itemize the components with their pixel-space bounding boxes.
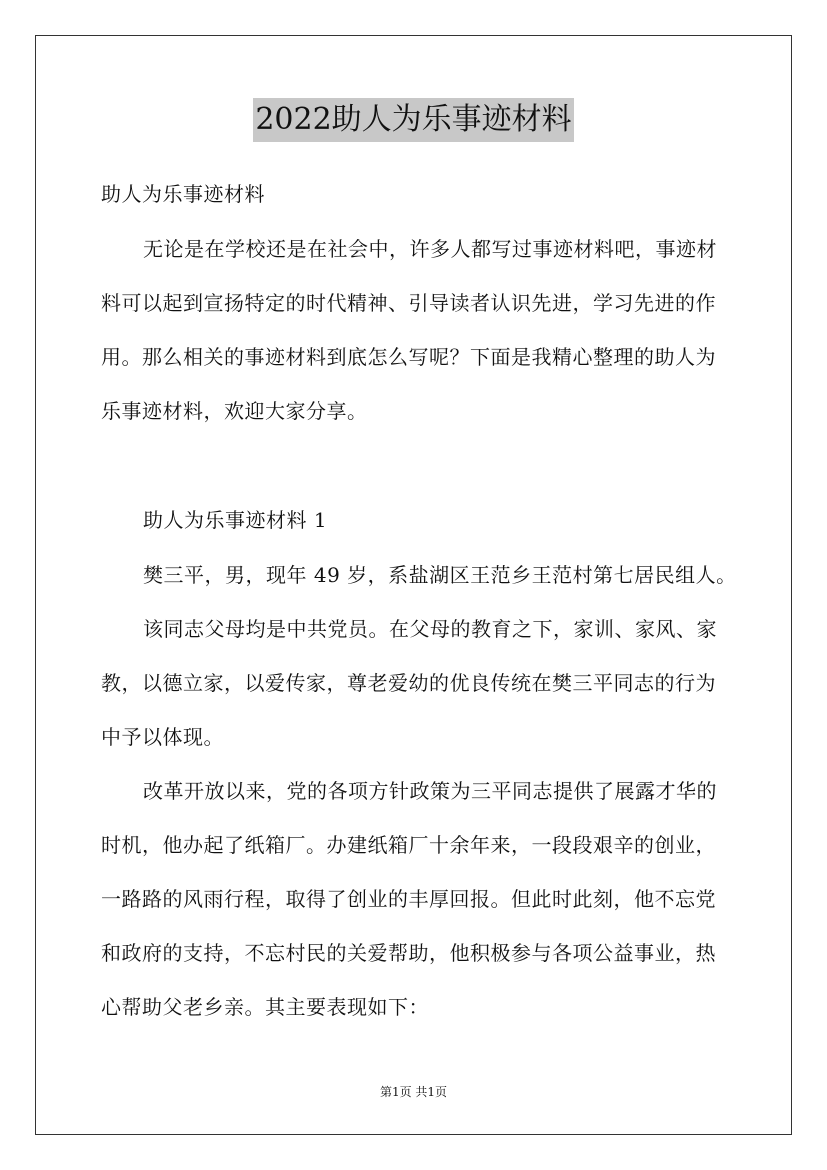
page-footer: 第1页 共1页 [379,1085,448,1099]
paragraph-line: 该同志父母均是中共党员。在父母的教育之下，家训、家风、家 [143,617,717,641]
paragraph-line: 樊三平，男，现年 49 岁，系盐湖区王范乡王范村第七居民组人。 [143,563,737,587]
section-heading: 助人为乐事迹材料 1 [143,508,328,532]
document-subtitle: 助人为乐事迹材料 [101,182,265,206]
paragraph-line: 中予以体现。 [101,725,224,749]
intro-line: 无论是在学校还是在社会中，许多人都写过事迹材料吧，事迹材 [143,237,717,261]
paragraph-line: 一路路的风雨行程，取得了创业的丰厚回报。但此时此刻，他不忘党 [101,887,716,911]
intro-line: 乐事迹材料，欢迎大家分享。 [101,399,368,423]
paragraph-line: 教，以德立家，以爱传家，尊老爱幼的优良传统在樊三平同志的行为 [101,671,716,695]
intro-line: 用。那么相关的事迹材料到底怎么写呢？下面是我精心整理的助人为 [101,345,716,369]
intro-line: 料可以起到宣扬特定的时代精神、引导读者认识先进，学习先进的作 [101,291,716,315]
document-title: 2022助人为乐事迹材料 [253,98,573,142]
paragraph-line: 心帮助父老乡亲。其主要表现如下： [101,995,429,1019]
paragraph-line: 和政府的支持，不忘村民的关爱帮助，他积极参与各项公益事业，热 [101,941,716,965]
paragraph-line: 时机，他办起了纸箱厂。办建纸箱厂十余年来，一段段艰辛的创业， [101,833,716,857]
paragraph-line: 改革开放以来，党的各项方针政策为三平同志提供了展露才华的 [143,779,717,803]
